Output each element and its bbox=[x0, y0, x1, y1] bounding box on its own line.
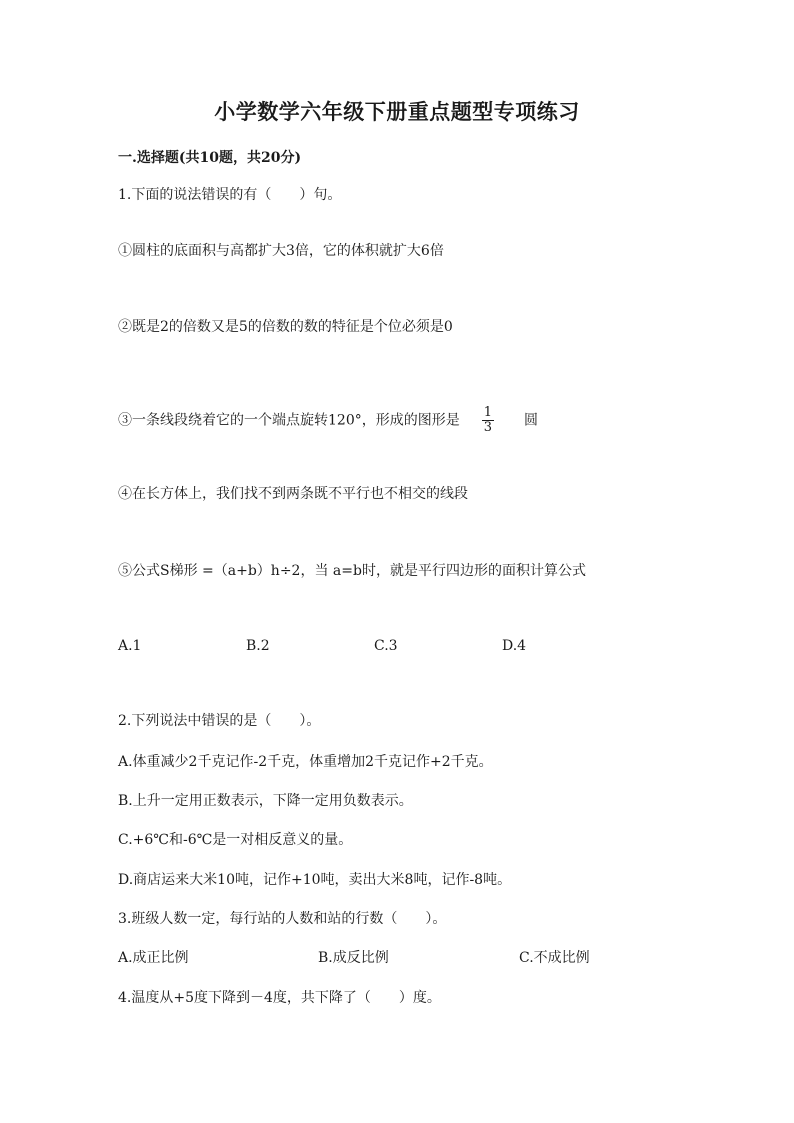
question-3-option-a: A.成正比例 bbox=[118, 950, 189, 966]
question-2-option-a: A.体重减少2千克记作-2千克，体重增加2千克记作+2千克。 bbox=[118, 754, 493, 770]
question-1-option-a: A.1 bbox=[118, 638, 142, 654]
fraction-denominator: 3 bbox=[483, 420, 493, 435]
question-2-stem: 2.下列说法中错误的是（ ）。 bbox=[118, 713, 321, 729]
question-2-option-c: C.+6℃和-6℃是一对相反意义的量。 bbox=[118, 832, 353, 848]
question-3-option-c: C.不成比例 bbox=[519, 950, 590, 966]
question-1-option-b: B.2 bbox=[246, 638, 270, 654]
question-1-statement-2: ②既是2的倍数又是5的倍数的数的特征是个位必须是0 bbox=[118, 319, 453, 335]
question-1-stem: 1.下面的说法错误的有（ ）句。 bbox=[118, 187, 342, 203]
statement-3-text: ③一条线段绕着它的一个端点旋转120°，形成的图形是 bbox=[118, 412, 460, 429]
fraction-numerator: 1 bbox=[483, 405, 493, 420]
question-1-option-c: C.3 bbox=[374, 638, 398, 654]
page-title: 小学数学六年级下册重点题型专项练习 bbox=[214, 99, 580, 124]
question-1-statement-5: ⑤公式S梯形 =（a+b）h÷2，当 a=b时，就是平行四边形的面积计算公式 bbox=[118, 563, 586, 579]
question-1-option-d: D.4 bbox=[502, 638, 527, 654]
question-1-statement-1: ①圆柱的底面积与高都扩大3倍，它的体积就扩大6倍 bbox=[118, 243, 444, 259]
question-1-statement-3 bbox=[118, 406, 538, 435]
question-2-option-d: D.商店运来大米10吨，记作+10吨，卖出大米8吨，记作-8吨。 bbox=[118, 872, 512, 888]
section-heading: 一.选择题(共10题，共20分) bbox=[118, 150, 302, 166]
question-3-option-b: B.成反比例 bbox=[318, 950, 389, 966]
question-4-stem: 4.温度从+5度下降到－4度，共下降了（ ）度。 bbox=[118, 990, 441, 1006]
statement-3-suffix: 圆 bbox=[524, 412, 539, 429]
question-3-stem: 3.班级人数一定，每行站的人数和站的行数（ ）。 bbox=[118, 911, 447, 927]
fraction-one-third bbox=[482, 406, 494, 435]
question-1-statement-4: ④在长方体上，我们找不到两条既不平行也不相交的线段 bbox=[118, 486, 468, 502]
question-2-option-b: B.上升一定用正数表示，下降一定用负数表示。 bbox=[118, 793, 413, 809]
